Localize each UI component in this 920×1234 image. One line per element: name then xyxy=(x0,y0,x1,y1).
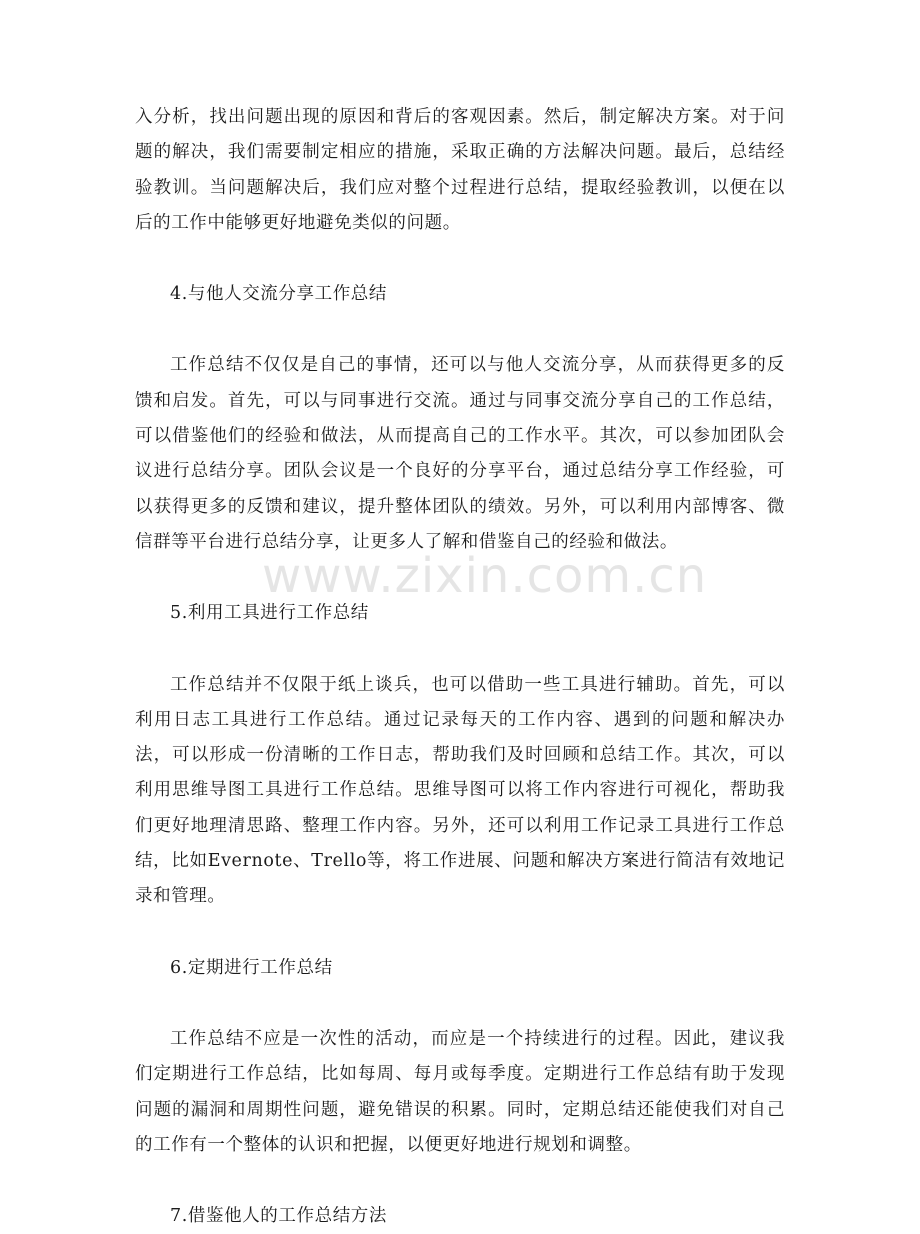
paragraph-section-4: 工作总结不仅仅是自己的事情，还可以与他人交流分享，从而获得更多的反馈和启发。首先，可以与同事进行交流。通过与同事交流分享自己的工作总结，可以借鉴他们的经验和做法，从而提高自己的工作水平。其次，可以参加团队会议进行总结分享。团队会议是一个良好的分享平台，通过总结分享工作经验，可以获得更多的反馈和建议，提升整体团队的绩效。另外，可以利用内部博客、微信群等平台进行总结分享，让更多人了解和借鉴自己的经验和做法。 xyxy=(135,355,785,552)
section-heading-5: 5.利用工具进行工作总结 xyxy=(170,603,369,624)
section-heading-7: 7.借鉴他人的工作总结方法 xyxy=(170,1206,387,1227)
watermark-text: www.zixin.com.cn xyxy=(262,548,708,604)
paragraph-section-6: 工作总结不应是一次性的活动，而应是一个持续进行的过程。因此，建议我们定期进行工作总结，比如每周、每月或每季度。定期进行工作总结有助于发现问题的漏洞和周期性问题，避免错误的积累。同时，定期总结还能使我们对自己的工作有一个整体的认识和把握，以便更好地进行规划和调整。 xyxy=(135,1028,785,1155)
paragraph-section-5: 工作总结并不仅限于纸上谈兵，也可以借助一些工具进行辅助。首先，可以利用日志工具进行工作总结。通过记录每天的工作内容、遇到的问题和解决办法，可以形成一份清晰的工作日志，帮助我们及时回顾和总结工作。其次，可以利用思维导图工具进行工作总结。思维导图可以将工作内容进行可视化，帮助我们更好地理清思路、整理工作内容。另外，还可以利用工作记录工具进行工作总结，比如Evernote、Trello等，将工作进展、问题和解决方案进行简洁有效地记录和管理。 xyxy=(135,674,785,907)
document-body xyxy=(135,100,785,1234)
section-heading-4: 4.与他人交流分享工作总结 xyxy=(170,284,387,305)
section-heading-6: 6.定期进行工作总结 xyxy=(170,957,333,978)
paragraph-intro: 入分析，找出问题出现的原因和背后的客观因素。然后，制定解决方案。对于问题的解决，我们需要制定相应的措施，采取正确的方法解决问题。最后，总结经验教训。当问题解决后，我们应对整个过程进行总结，提取经验教训，以便在以后的工作中能够更好地避免类似的问题。 xyxy=(135,107,785,233)
